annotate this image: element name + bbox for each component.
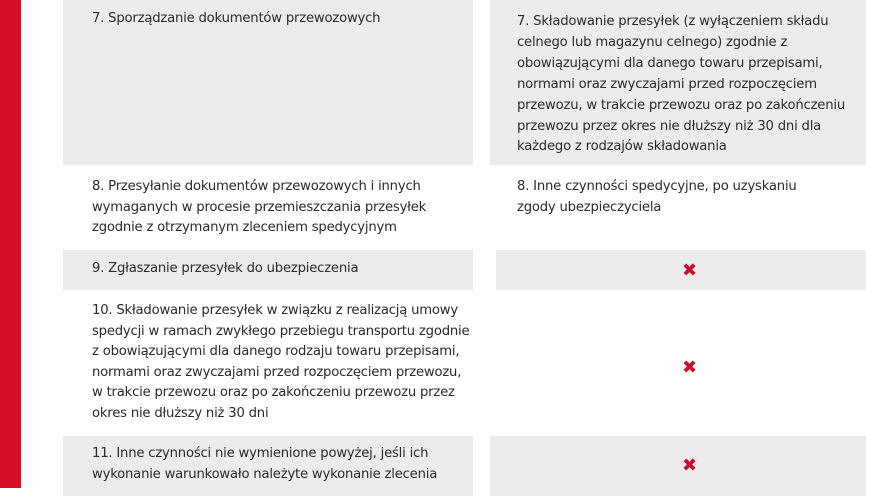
row-10-left-text: 10. Składowanie przesyłek w związku z realizacją umowy spedycji w ramach zwykłego przebiegu transportu zgodnie z obowiązującymi dla danego rodzaju towaru przepisami, normami oraz zwyczajami przed rozpoczęciem przewozu, w trakcie przewozu oraz po zakończeniu przewozu przez okres nie dłuższy niż 30 dni <box>92 303 470 421</box>
cross-icon: ✖ <box>682 357 697 378</box>
row-7-right-cell <box>490 0 866 165</box>
row-9-right-cell <box>496 250 866 290</box>
row-11-left-text: 11. Inne czynności nie wymienione powyżej, jeśli ich wykonanie warunkowało należyte wykonanie zlecenia <box>92 446 438 482</box>
row-8-right-cell <box>490 165 866 249</box>
row-10-left-cell <box>63 290 483 436</box>
row-7-right-text: 7. Składowanie przesyłek (z wyłączeniem składu celnego lub magazynu celnego) zgodnie z obowiązującymi dla danego towaru przepisami, normami oraz zwyczajami przed rozpoczęciem przewozu, w trakcie przewozu oraz po zakończeniu przewozu przez okres nie dłuższy niż 30 dni dla każdego z rodzajów składowania <box>517 14 845 155</box>
row-9-left-text: 9. Zgłaszanie przesyłek do ubezpieczenia <box>92 261 359 276</box>
row-8-left-text: 8. Przesyłanie dokumentów przewozowych i innych wymaganych w procesie przemieszczania przesyłek zgodnie z otrzymanym zleceniem spedycyjnym <box>92 179 427 236</box>
cross-icon: ✖ <box>682 455 697 476</box>
row-10-right-cell <box>496 290 866 436</box>
row-7-left-cell <box>63 0 473 165</box>
red-accent-bar <box>0 0 21 488</box>
row-9-left-cell <box>63 250 473 290</box>
row-11-right-cell <box>490 436 866 496</box>
row-8-left-cell <box>63 165 483 249</box>
row-11-left-cell <box>63 436 473 496</box>
row-8-right-text: 8. Inne czynności spedycyjne, po uzyskaniu zgody ubezpieczyciela <box>517 179 797 215</box>
row-7-left-text: 7. Sporządzanie dokumentów przewozowych <box>92 11 381 26</box>
cross-icon: ✖ <box>682 260 697 281</box>
